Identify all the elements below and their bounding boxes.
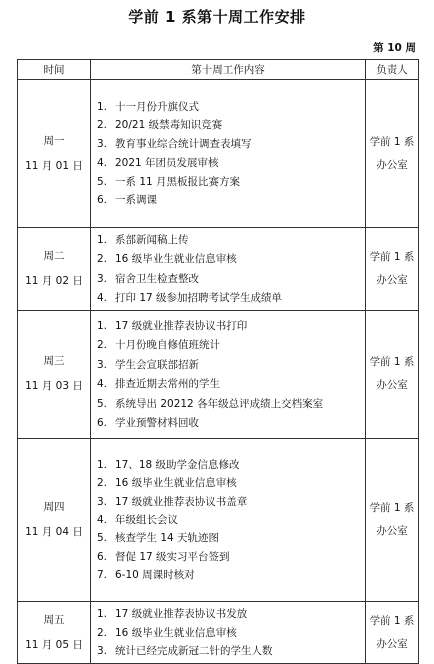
- task-text: 系统导出 20212 各年级总评成绩上交档案室: [115, 397, 324, 410]
- list-item: [97, 513, 365, 527]
- list-item: [97, 397, 365, 411]
- owner-line: 学前 1 系: [369, 250, 415, 263]
- task-list: [91, 233, 365, 305]
- table-row: [18, 80, 419, 228]
- day-label: 周五: [43, 613, 65, 626]
- task-text: 17 级就业推荐表协议书发放: [115, 607, 248, 620]
- task-text: 17 级就业推荐表协议书盖章: [115, 495, 248, 508]
- task-number: 2.: [97, 253, 108, 266]
- task-number: 1.: [97, 607, 108, 620]
- task-text: 十月份晚自修值班统计: [115, 339, 220, 352]
- list-item: [97, 626, 365, 640]
- list-item: [97, 476, 365, 490]
- header-content: 第十周工作内容: [91, 60, 366, 80]
- task-text: 17 级就业推荐表协议书打印: [115, 319, 248, 332]
- list-item: [97, 607, 365, 621]
- list-item: [97, 100, 365, 114]
- date-label: 11 月 03 日: [25, 380, 83, 393]
- tasks-cell: [91, 601, 366, 663]
- day-label: 周二: [43, 249, 65, 262]
- tasks-cell: [91, 438, 366, 601]
- date-label: 11 月 02 日: [25, 274, 83, 287]
- task-number: 7.: [97, 569, 108, 582]
- task-number: 1.: [97, 319, 108, 332]
- task-number: 2.: [97, 339, 108, 352]
- date-label: 11 月 04 日: [25, 525, 83, 538]
- list-item: [97, 495, 365, 509]
- owner-line: 学前 1 系: [369, 614, 415, 627]
- owner-cell: [366, 80, 419, 228]
- header-owner: 负责人: [366, 60, 419, 80]
- task-number: 1.: [97, 458, 108, 471]
- task-number: 2.: [97, 477, 108, 490]
- list-item: [97, 193, 365, 207]
- header-time: 时间: [18, 60, 91, 80]
- list-item: [97, 252, 365, 266]
- task-number: 3.: [97, 495, 108, 508]
- list-item: [97, 156, 365, 170]
- task-list: [91, 319, 365, 430]
- task-text: 宿舍卫生检查整改: [115, 272, 199, 285]
- task-number: 4.: [97, 156, 108, 169]
- day-cell: [18, 228, 91, 311]
- task-text: 打印 17 级参加招聘考试学生成绩单: [115, 291, 283, 304]
- list-item: [97, 175, 365, 189]
- task-number: 6.: [97, 194, 108, 207]
- owner-cell: [366, 228, 419, 311]
- task-text: 16 级毕业生就业信息审核: [115, 626, 237, 639]
- table-row: [18, 601, 419, 663]
- task-text: 教育事业综合统计调查表填写: [115, 138, 252, 151]
- date-label: 11 月 05 日: [25, 638, 83, 651]
- task-list: [91, 458, 365, 582]
- day-cell: [18, 601, 91, 663]
- task-text: 核查学生 14 天轨迹图: [115, 532, 220, 545]
- task-number: 3.: [97, 272, 108, 285]
- owner-line: 学前 1 系: [369, 356, 415, 369]
- task-text: 一系 11 月黑板报比赛方案: [115, 175, 241, 188]
- task-text: 17、18 级助学金信息修改: [115, 458, 240, 471]
- task-list: [91, 607, 365, 659]
- owner-line: 办公室: [376, 379, 408, 392]
- schedule-body: [18, 80, 419, 664]
- tasks-cell: [91, 80, 366, 228]
- task-number: 6.: [97, 416, 108, 429]
- day-label: 周三: [43, 355, 65, 368]
- task-text: 学业预警材料回收: [115, 416, 199, 429]
- list-item: [97, 137, 365, 151]
- list-item: [97, 550, 365, 564]
- task-text: 学生会宣联部招新: [115, 358, 199, 371]
- task-number: 2.: [97, 119, 108, 132]
- owner-line: 办公室: [376, 524, 408, 537]
- tasks-cell: [91, 310, 366, 438]
- owner-line: 学前 1 系: [369, 501, 415, 514]
- week-label: 第 10 周: [373, 42, 416, 54]
- task-number: 2.: [97, 626, 108, 639]
- task-number: 3.: [97, 358, 108, 371]
- date-label: 11 月 01 日: [25, 159, 83, 172]
- table-row: [18, 310, 419, 438]
- task-number: 4.: [97, 291, 108, 304]
- list-item: [97, 338, 365, 352]
- owner-line: 办公室: [376, 637, 408, 650]
- list-item: [97, 233, 365, 247]
- task-text: 排查近期去常州的学生: [115, 378, 220, 391]
- task-number: 1.: [97, 100, 108, 113]
- owner-line: 办公室: [376, 158, 408, 171]
- header-row: [18, 60, 419, 80]
- task-text: 2021 年团员发展审核: [115, 156, 219, 169]
- task-number: 3.: [97, 645, 108, 658]
- task-number: 5.: [97, 175, 108, 188]
- list-item: [97, 319, 365, 333]
- task-list: [91, 100, 365, 208]
- owner-cell: [366, 601, 419, 663]
- task-text: 十一月份升旗仪式: [115, 100, 199, 113]
- list-item: [97, 568, 365, 582]
- day-label: 周四: [43, 500, 65, 513]
- task-text: 20/21 级禁毒知识竞赛: [115, 119, 223, 132]
- task-number: 4.: [97, 378, 108, 391]
- list-item: [97, 458, 365, 472]
- task-text: 6-10 周课时核对: [115, 569, 195, 582]
- task-text: 一系调课: [115, 194, 157, 207]
- day-label: 周一: [43, 134, 65, 147]
- day-cell: [18, 310, 91, 438]
- list-item: [97, 358, 365, 372]
- task-text: 16 级毕业生就业信息审核: [115, 477, 237, 490]
- schedule-table: [17, 59, 419, 664]
- task-number: 6.: [97, 550, 108, 563]
- day-cell: [18, 80, 91, 228]
- table-row: [18, 438, 419, 601]
- owner-cell: [366, 438, 419, 601]
- tasks-cell: [91, 228, 366, 311]
- list-item: [97, 416, 365, 430]
- task-number: 1.: [97, 234, 108, 247]
- owner-line: 学前 1 系: [369, 135, 415, 148]
- day-cell: [18, 438, 91, 601]
- list-item: [97, 531, 365, 545]
- list-item: [97, 118, 365, 132]
- list-item: [97, 377, 365, 391]
- owner-line: 办公室: [376, 273, 408, 286]
- task-text: 年级组长会议: [115, 513, 178, 526]
- task-text: 督促 17 级实习平台签到: [115, 550, 230, 563]
- list-item: [97, 291, 365, 305]
- task-text: 统计已经完成新冠二针的学生人数: [115, 645, 273, 658]
- task-number: 4.: [97, 513, 108, 526]
- task-text: 16 级毕业生就业信息审核: [115, 253, 237, 266]
- owner-cell: [366, 310, 419, 438]
- list-item: [97, 644, 365, 658]
- task-number: 3.: [97, 138, 108, 151]
- page-title: 学前 1 系第十周工作安排: [128, 8, 306, 26]
- task-number: 5.: [97, 532, 108, 545]
- task-text: 系部新闻稿上传: [115, 234, 189, 247]
- list-item: [97, 272, 365, 286]
- task-number: 5.: [97, 397, 108, 410]
- table-row: [18, 228, 419, 311]
